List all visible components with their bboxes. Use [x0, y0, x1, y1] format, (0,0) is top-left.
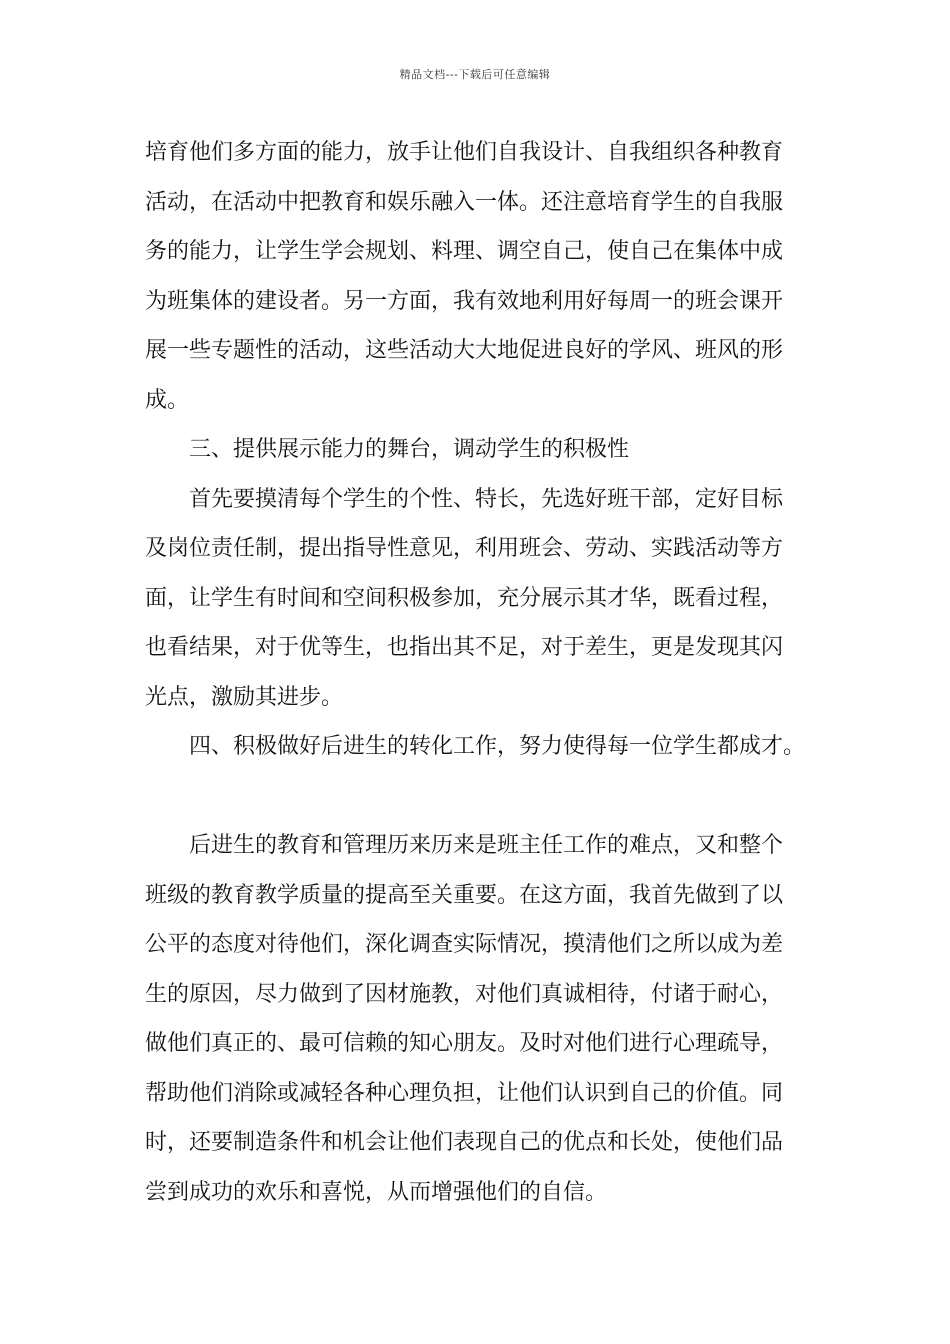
- section-heading: 四、积极做好后进生的转化工作，努力使得每一位学生都成才。: [189, 734, 806, 759]
- document-body: [145, 128, 810, 1217]
- text-line: 做他们真正的、最可信赖的知心朋友。及时对他们进行心理疏导，: [145, 1031, 784, 1056]
- text-line: 面，让学生有时间和空间积极参加，充分展示其才华，既看过程，: [145, 585, 784, 611]
- text-line: 公平的态度对待他们，深化调查实际情况，摸清他们之所以成为差: [145, 932, 784, 957]
- text-line: 光点，激励其进步。: [145, 684, 344, 710]
- text-line: 时，还要制造条件和机会让他们表现自己的优点和长处，使他们品: [145, 1130, 784, 1155]
- text-line: 生的原因，尽力做到了因材施教，对他们真诚相待，付诸于耐心，: [145, 981, 784, 1007]
- text-line: 成。: [145, 387, 190, 413]
- text-line: 展一些专题性的活动，这些活动大大地促进良好的学风、班风的形: [145, 338, 784, 363]
- text-line: 务的能力，让学生学会规划、料理、调空自己，使自己在集体中成: [145, 239, 784, 264]
- paragraph-gap: [145, 772, 810, 822]
- text-line: 为班集体的建设者。另一方面，我有效地利用好每周一的班会课开: [145, 288, 784, 314]
- text-line: 班级的教育教学质量的提高至关重要。在这方面，我首先做到了以: [145, 882, 784, 908]
- section-heading: 三、提供展示能力的舞台，调动学生的积极性: [189, 437, 630, 462]
- text-line: 帮助他们消除或减轻各种心理负担，让他们认识到自己的价值。同: [145, 1080, 784, 1106]
- text-line: 及岗位责任制，提出指导性意见，利用班会、劳动、实践活动等方: [145, 536, 784, 561]
- text-line: 也看结果，对于优等生，也指出其不足，对于差生，更是发现其闪: [145, 635, 784, 660]
- paragraph-start: 后进生的教育和管理历来历来是班主任工作的难点，又和整个: [189, 833, 784, 858]
- text-line: 活动，在活动中把教育和娱乐融入一体。还注意培育学生的自我服: [145, 189, 784, 215]
- page-header: 精品文档---下载后可任意编辑: [399, 68, 551, 81]
- text-line: 尝到成功的欢乐和喜悦，从而增强他们的自信。: [145, 1179, 608, 1205]
- text-line: 培育他们多方面的能力，放手让他们自我设计、自我组织各种教育: [145, 140, 784, 165]
- paragraph-start: 首先要摸清每个学生的个性、特长，先选好班干部，定好目标: [189, 486, 784, 512]
